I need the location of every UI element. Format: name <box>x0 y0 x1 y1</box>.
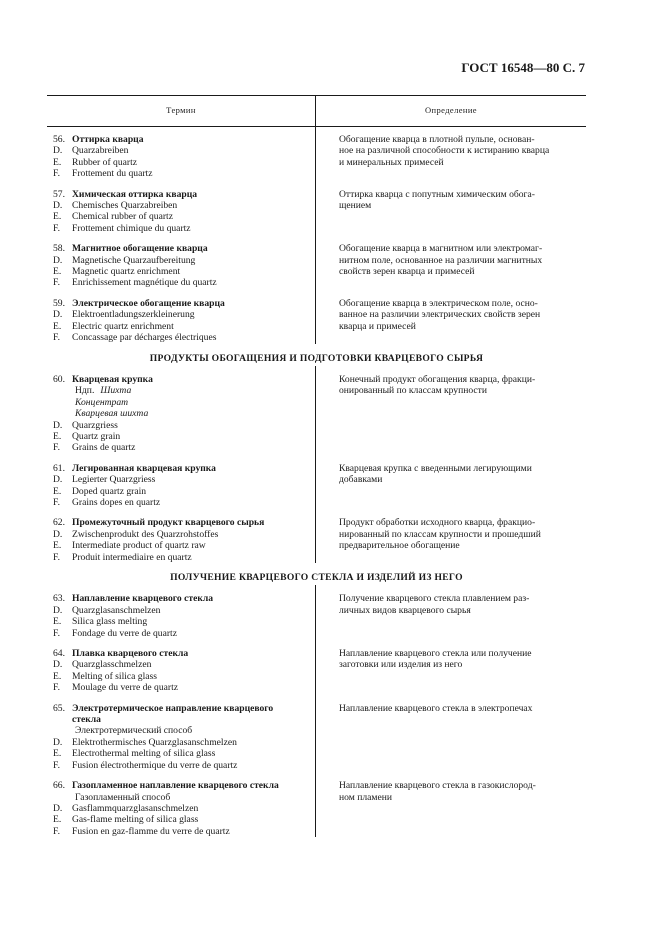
term-title-line <box>53 648 315 659</box>
definition-line: нитном поле, основанное на различии магнитных <box>339 254 543 266</box>
term-entry <box>47 374 586 454</box>
foreign-term: Grains dopes en quartz <box>72 496 161 508</box>
language-code: D. <box>53 200 63 212</box>
table-body <box>47 127 586 837</box>
definition-cell <box>315 374 586 454</box>
definition-line: Наплавление кварцевого стекла в электропечах <box>339 702 533 714</box>
definition-line: Наплавление кварцевого стекла или получение <box>339 648 532 660</box>
foreign-equivalent <box>53 255 315 266</box>
foreign-term: Doped quartz grain <box>72 485 147 497</box>
term-entry <box>47 463 586 509</box>
language-code: E. <box>53 211 62 223</box>
foreign-equivalent <box>53 211 315 222</box>
foreign-equivalent <box>53 628 315 639</box>
foreign-term: Chemical rubber of quartz <box>72 211 173 223</box>
definition-line: свойств зерен кварца и примесей <box>339 266 475 278</box>
foreign-term: Quartz grain <box>72 430 121 442</box>
term-title: Газопламенное наплавление кварцевого стекла <box>72 780 279 792</box>
term-title-line <box>53 703 315 714</box>
foreign-term: Quarzglasschmelzen <box>72 659 152 671</box>
language-code: E. <box>53 320 62 332</box>
term-cell <box>47 463 315 509</box>
foreign-equivalent <box>53 760 315 771</box>
term-cell <box>47 298 315 344</box>
language-code: F. <box>53 825 60 837</box>
definition-cell <box>315 593 586 639</box>
foreign-equivalent <box>53 682 315 693</box>
definition-line: ном пламени <box>339 791 392 803</box>
column-divider <box>315 585 316 837</box>
language-code: D. <box>53 604 63 616</box>
term-title-continued: стекла <box>72 714 101 726</box>
foreign-term: Chemisches Quarzabreiben <box>72 200 178 212</box>
language-code: E. <box>53 430 62 442</box>
language-code: E. <box>53 266 62 278</box>
language-code: F. <box>53 759 60 771</box>
foreign-equivalent <box>53 826 315 837</box>
foreign-equivalent <box>53 474 315 485</box>
foreign-term: Elektroentladungszerkleinerung <box>72 309 195 321</box>
definition-line: кварца и примесей <box>339 320 416 332</box>
foreign-equivalent <box>53 671 315 682</box>
foreign-term: Magnetic quartz enrichment <box>72 266 181 278</box>
term-entry <box>47 648 586 694</box>
foreign-term: Quarzabreiben <box>72 145 129 157</box>
term-title: Плавка кварцевого стекла <box>72 648 189 660</box>
language-code: D. <box>53 254 63 266</box>
definition-line: ванное на различии электрических свойств зерен <box>339 309 541 321</box>
foreign-equivalent <box>53 321 315 332</box>
foreign-term: Enrichissement magnétique du quartz <box>72 277 217 289</box>
term-title-line <box>53 517 315 528</box>
term-entry <box>47 703 586 771</box>
definition-line: Кварцевая крупка с введенными легирующими <box>339 462 532 474</box>
definition-line: нированный по классам крупности и прошедший <box>339 528 541 540</box>
foreign-equivalent <box>53 803 315 814</box>
term-title-line <box>53 298 315 309</box>
non-recommended-value: Кварцевая шихта <box>75 408 149 420</box>
term-cell <box>47 648 315 694</box>
foreign-term: Elektrothermisches Quarzglasanschmelzen <box>72 736 237 748</box>
foreign-term: Frottement chimique du quartz <box>72 222 191 234</box>
term-cell <box>47 517 315 563</box>
non-recommended-value: Концентрат <box>75 396 129 408</box>
term-title: Промежуточный продукт кварцевого сырья <box>72 517 265 529</box>
definition-line: онированный по классам крупности <box>339 385 487 397</box>
language-code: D. <box>53 474 63 486</box>
definition-line: Конечный продукт обогащения кварца, фракци- <box>339 373 536 385</box>
section-heading: ПОЛУЧЕНИЕ КВАРЦЕВОГО СТЕКЛА И ИЗДЕЛИЙ ИЗ НЕГО <box>47 570 586 587</box>
language-code: F. <box>53 551 60 563</box>
foreign-term: Concassage par décharges électriques <box>72 332 217 344</box>
foreign-term: Electric quartz enrichment <box>72 320 174 332</box>
term-title: Электротермическое направление кварцевого <box>72 702 274 714</box>
term-title: Наплавление кварцевого стекла <box>72 593 214 605</box>
language-code: D. <box>53 145 63 157</box>
column-header-term: Термин <box>47 96 316 126</box>
definition-cell <box>315 517 586 563</box>
language-code: F. <box>53 168 60 180</box>
foreign-term: Gas-flame melting of silica glass <box>72 814 199 826</box>
language-code: E. <box>53 540 62 552</box>
foreign-equivalent <box>53 497 315 508</box>
term-cell <box>47 593 315 639</box>
table-segment <box>47 134 586 344</box>
language-code: F. <box>53 496 60 508</box>
foreign-term: Gasflammquarzglasanschmelzen <box>72 802 199 814</box>
foreign-equivalent <box>53 431 315 442</box>
language-code: E. <box>53 616 62 628</box>
term-synonym: Газопламенный способ <box>75 791 171 803</box>
non-recommended-term <box>53 408 315 419</box>
definition-line: Обогащение кварца в магнитном или электромаг- <box>339 243 543 255</box>
term-title-line <box>53 243 315 254</box>
term-number: 62. <box>53 517 65 529</box>
definition-line: заготовки или изделия из него <box>339 659 463 671</box>
term-number: 64. <box>53 648 65 660</box>
column-divider <box>315 366 316 563</box>
definition-cell <box>315 648 586 694</box>
definition-line: и минеральных примесей <box>339 156 444 168</box>
foreign-equivalent <box>53 737 315 748</box>
definition-cell <box>315 703 586 771</box>
term-number: 66. <box>53 780 65 792</box>
table-segment <box>47 593 586 837</box>
term-title-line <box>53 780 315 791</box>
term-number: 63. <box>53 593 65 605</box>
term-cell <box>47 780 315 837</box>
definition-line: Наплавление кварцевого стекла в газокислород- <box>339 780 536 792</box>
foreign-equivalent <box>53 223 315 234</box>
language-code: E. <box>53 156 62 168</box>
definition-cell <box>315 243 586 289</box>
foreign-equivalent <box>53 277 315 288</box>
term-title: Легированная кварцевая крупка <box>72 462 216 474</box>
ndp-label: Ндп. <box>75 385 95 397</box>
section-heading: ПРОДУКТЫ ОБОГАЩЕНИЯ И ПОДГОТОВКИ КВАРЦЕВОГО СЫРЬЯ <box>47 351 586 368</box>
foreign-term: Intermediate product of quartz raw <box>72 540 206 552</box>
language-code: D. <box>53 736 63 748</box>
foreign-equivalent <box>53 145 315 156</box>
definition-line: ное на различной способности к истиранию кварца <box>339 145 550 157</box>
language-code: D. <box>53 659 63 671</box>
foreign-term: Zwischenprodukt des Quarzrohstoffes <box>72 528 219 540</box>
foreign-equivalent <box>53 605 315 616</box>
term-title: Кварцевая крупка <box>72 373 153 385</box>
language-code: D. <box>53 419 63 431</box>
term-entry <box>47 134 586 180</box>
definition-line: Оттирка кварца с попутным химическим обога- <box>339 188 535 200</box>
definition-cell <box>315 134 586 180</box>
term-number: 61. <box>53 462 65 474</box>
foreign-equivalent <box>53 309 315 320</box>
foreign-term: Fondage du verre de quartz <box>72 627 177 639</box>
term-entry <box>47 517 586 563</box>
definition-cell <box>315 189 586 235</box>
language-code: E. <box>53 670 62 682</box>
foreign-equivalent <box>53 200 315 211</box>
term-number: 56. <box>53 134 65 145</box>
foreign-equivalent <box>53 616 315 627</box>
foreign-equivalent <box>53 420 315 431</box>
term-entry <box>47 593 586 639</box>
term-number: 65. <box>53 702 65 714</box>
definition-line: Обогащение кварца в плотной пульпе, основан- <box>339 134 535 145</box>
foreign-equivalent <box>53 529 315 540</box>
terms-table <box>47 95 586 846</box>
term-title-line <box>53 189 315 200</box>
foreign-term: Magnetische Quarzaufbereitung <box>72 254 196 266</box>
language-code: E. <box>53 814 62 826</box>
foreign-term: Silica glass melting <box>72 616 148 628</box>
foreign-term: Fusion électrothermique du verre de quartz <box>72 759 238 771</box>
language-code: F. <box>53 682 60 694</box>
language-code: D. <box>53 309 63 321</box>
foreign-term: Grains de quartz <box>72 442 136 454</box>
language-code: F. <box>53 277 60 289</box>
table-header-row <box>47 95 586 127</box>
foreign-term: Produit intermediaire en quartz <box>72 551 192 563</box>
term-entry <box>47 243 586 289</box>
term-cell <box>47 189 315 235</box>
foreign-equivalent <box>53 157 315 168</box>
term-cell <box>47 703 315 771</box>
term-title-line <box>53 463 315 474</box>
foreign-term: Moulage du verre de quartz <box>72 682 179 694</box>
term-entry <box>47 298 586 344</box>
language-code: E. <box>53 748 62 760</box>
page-header: ГОСТ 16548—80 С. 7 <box>461 60 585 75</box>
foreign-equivalent <box>53 266 315 277</box>
foreign-term: Fusion en gaz-flamme du verre de quartz <box>72 825 230 837</box>
foreign-term: Melting of silica glass <box>72 670 157 682</box>
non-recommended-value: Шихта <box>100 385 132 397</box>
definition-cell <box>315 463 586 509</box>
foreign-equivalent <box>53 540 315 551</box>
term-title-line <box>53 134 315 145</box>
term-entry <box>47 189 586 235</box>
language-code: D. <box>53 802 63 814</box>
language-code: F. <box>53 442 60 454</box>
term-synonym: Электротермический способ <box>75 725 193 737</box>
table-segment <box>47 374 586 563</box>
language-code: F. <box>53 627 60 639</box>
term-number: 59. <box>53 297 65 309</box>
foreign-term: Frottement du quartz <box>72 168 153 180</box>
language-code: D. <box>53 528 63 540</box>
term-number: 58. <box>53 243 65 255</box>
definition-cell <box>315 298 586 344</box>
term-cell <box>47 134 315 180</box>
foreign-term: Electrothermal melting of silica glass <box>72 748 216 760</box>
column-header-definition: Определение <box>425 105 477 116</box>
definition-line: предварительное обогащение <box>339 540 460 552</box>
foreign-equivalent <box>53 168 315 179</box>
non-recommended-term <box>53 385 315 396</box>
foreign-term: Legierter Quarzgriess <box>72 474 156 486</box>
foreign-equivalent <box>53 552 315 563</box>
foreign-equivalent <box>53 814 315 825</box>
term-cell <box>47 243 315 289</box>
language-code: E. <box>53 485 62 497</box>
foreign-term: Quarzgriess <box>72 419 118 431</box>
non-recommended-term <box>53 397 315 408</box>
term-title: Оттирка кварца <box>72 134 144 145</box>
foreign-equivalent <box>53 748 315 759</box>
term-title-line <box>53 374 315 385</box>
foreign-equivalent <box>53 442 315 453</box>
foreign-equivalent <box>53 486 315 497</box>
term-entry <box>47 780 586 837</box>
foreign-term: Quarzglasanschmelzen <box>72 604 161 616</box>
term-title: Магнитное обогащение кварца <box>72 243 208 255</box>
term-cell <box>47 374 315 454</box>
definition-line: щением <box>339 200 372 212</box>
term-title-line <box>53 593 315 604</box>
definition-cell <box>315 780 586 837</box>
definition-line: добавками <box>339 474 383 486</box>
term-title: Химическая оттирка кварца <box>72 188 198 200</box>
term-title: Электрическое обогащение кварца <box>72 297 225 309</box>
foreign-equivalent <box>53 332 315 343</box>
definition-line: Продукт обработки исходного кварца, фракцио- <box>339 517 536 529</box>
language-code: F. <box>53 222 60 234</box>
foreign-equivalent <box>53 659 315 670</box>
definition-line: Обогащение кварца в электрическом поле, осно- <box>339 297 538 309</box>
foreign-term: Rubber of quartz <box>72 156 138 168</box>
language-code: F. <box>53 332 60 344</box>
definition-line: личных видов кварцевого сырья <box>339 604 471 616</box>
term-number: 60. <box>53 373 65 385</box>
column-divider <box>315 126 316 344</box>
definition-line: Получение кварцевого стекла плавлением раз- <box>339 593 530 605</box>
term-number: 57. <box>53 188 65 200</box>
